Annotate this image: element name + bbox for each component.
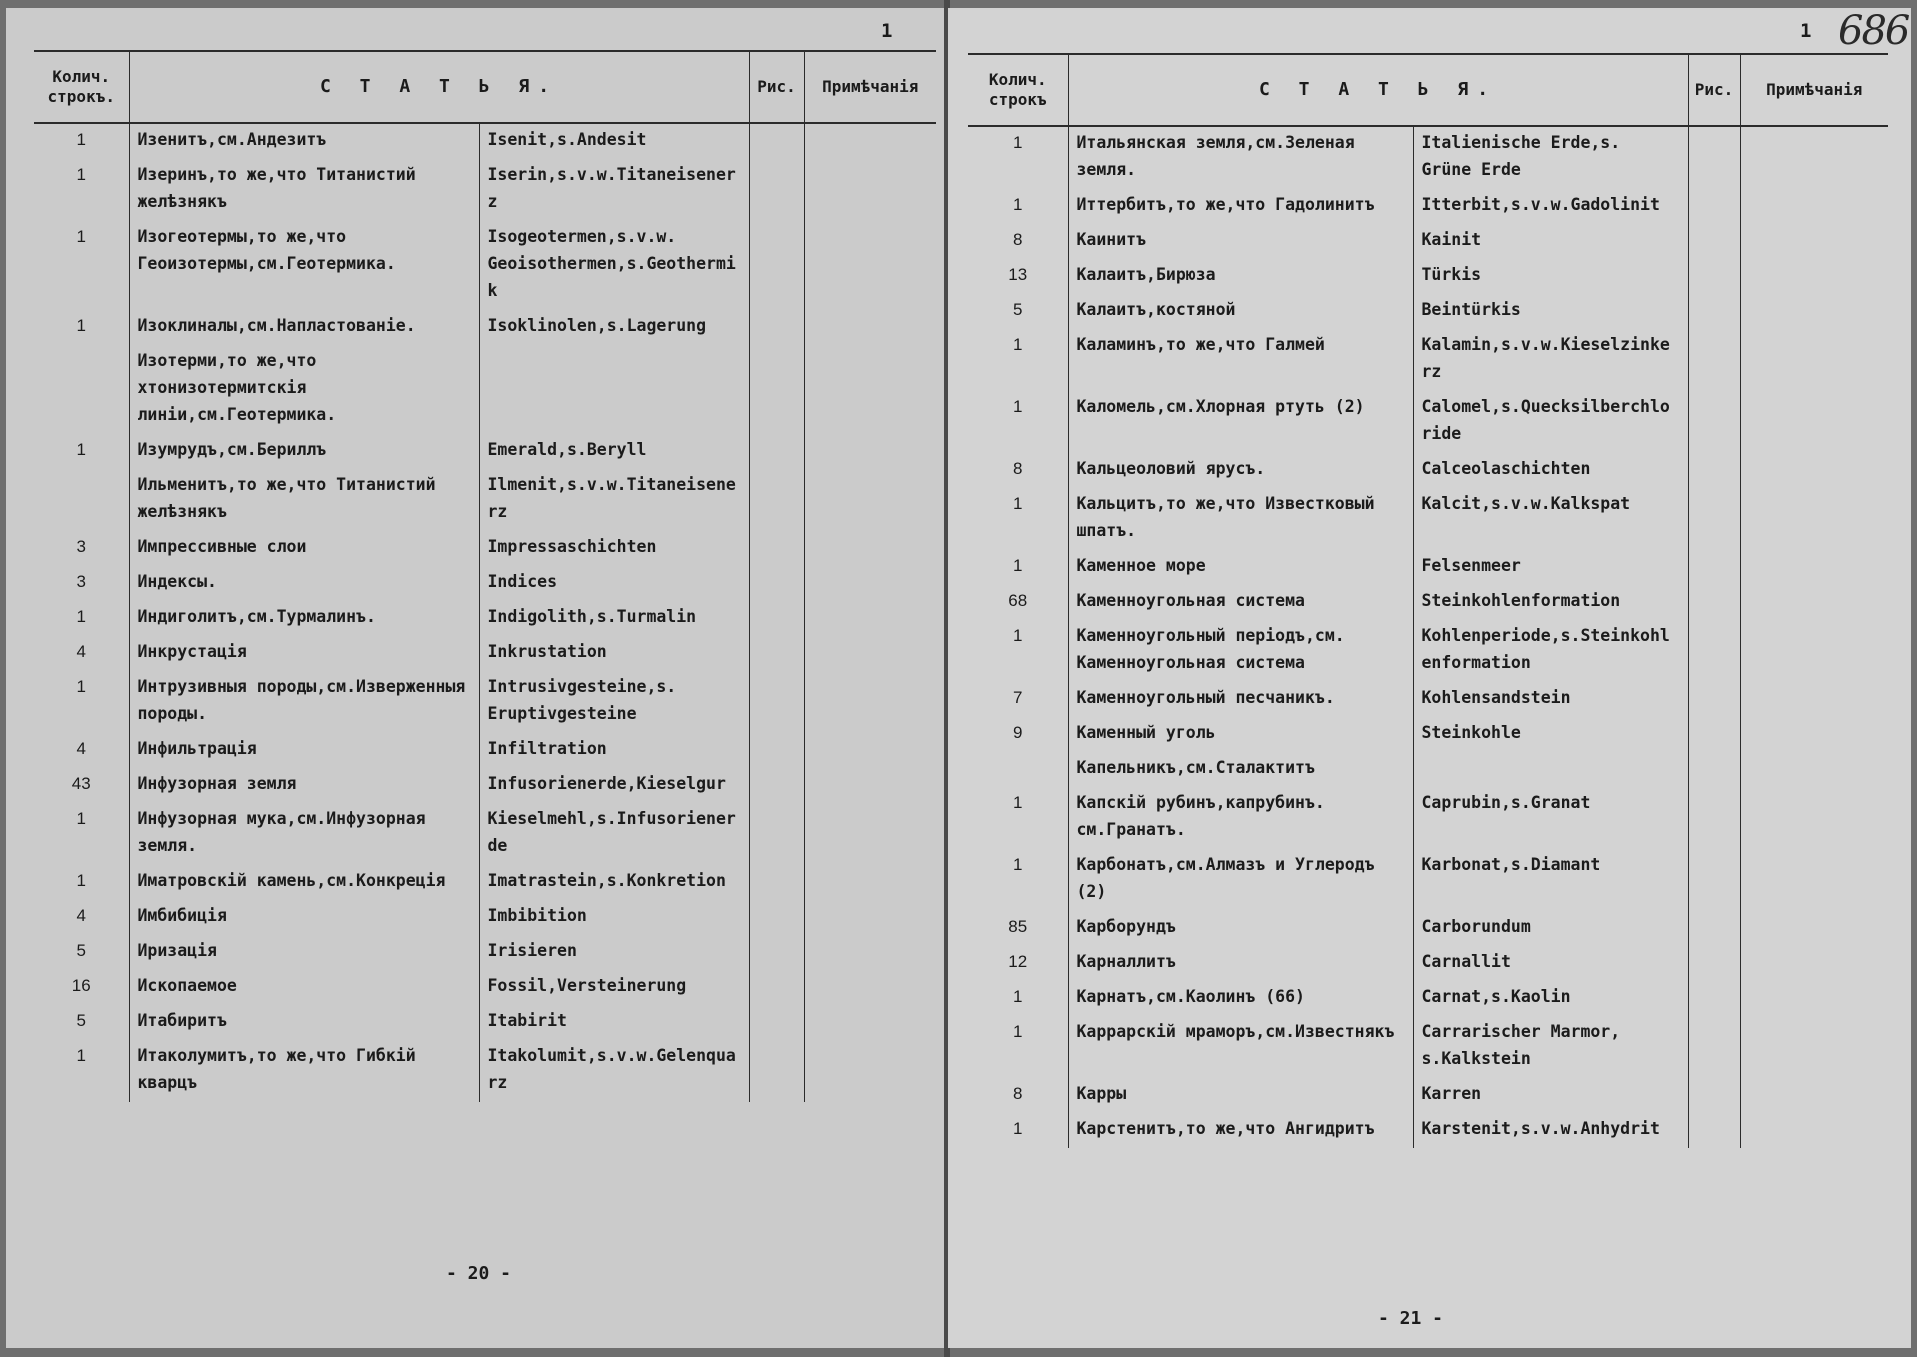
row-count: 1 <box>968 189 1068 224</box>
table-row <box>34 469 936 531</box>
row-figure <box>749 768 804 803</box>
row-figure <box>749 970 804 1005</box>
row-german-term: Carrarischer Marmor, s.Kalkstein <box>1413 1016 1688 1078</box>
row-note <box>1740 1016 1888 1078</box>
row-german-term: Isoklinolen,s.Lagerung <box>479 310 749 345</box>
row-note <box>804 803 936 865</box>
row-german-term: Imbibition <box>479 900 749 935</box>
row-german-term: Italienische Erde,s. Grüne Erde <box>1413 126 1688 189</box>
row-figure <box>749 1005 804 1040</box>
row-count: 1 <box>34 601 129 636</box>
row-german-term: Isogeotermen,s.v.w. Geoisothermen,s.Geothermik <box>479 221 749 310</box>
row-russian-term: Иризація <box>129 935 479 970</box>
row-russian-term: Итабиритъ <box>129 1005 479 1040</box>
row-figure <box>749 566 804 601</box>
row-german-term: Carnallit <box>1413 946 1688 981</box>
table-row <box>968 126 1888 189</box>
row-russian-term: Карстенитъ,то же,что Ангидритъ <box>1068 1113 1413 1148</box>
index-table <box>968 53 1888 1148</box>
table-row <box>968 620 1888 682</box>
row-note <box>1740 488 1888 550</box>
row-count: 13 <box>968 259 1068 294</box>
row-russian-term: Изенитъ,см.Андезитъ <box>129 123 479 159</box>
row-figure <box>1688 717 1740 752</box>
row-russian-term: Изоклиналы,см.Напластованіе. <box>129 310 479 345</box>
row-count: 1 <box>34 221 129 310</box>
row-russian-term: Ископаемое <box>129 970 479 1005</box>
row-figure <box>1688 294 1740 329</box>
row-count: 85 <box>968 911 1068 946</box>
row-german-term: Steinkohle <box>1413 717 1688 752</box>
table-row <box>34 865 936 900</box>
row-german-term: Carnat,s.Kaolin <box>1413 981 1688 1016</box>
table-row <box>34 566 936 601</box>
row-count: 1 <box>34 803 129 865</box>
row-count: 1 <box>968 329 1068 391</box>
table-row <box>34 768 936 803</box>
row-russian-term: Капельникъ,см.Сталактитъ <box>1068 752 1413 787</box>
figure-header: Рис. <box>749 51 804 123</box>
row-german-term: Beintürkis <box>1413 294 1688 329</box>
row-german-term: Itterbit,s.v.w.Gadolinit <box>1413 189 1688 224</box>
row-note <box>1740 550 1888 585</box>
row-german-term: Infiltration <box>479 733 749 768</box>
row-figure <box>749 123 804 159</box>
row-russian-term: Каменный уголь <box>1068 717 1413 752</box>
row-note <box>1740 126 1888 189</box>
row-russian-term: Карборундъ <box>1068 911 1413 946</box>
row-german-term: Itakolumit,s.v.w.Gelenquarz <box>479 1040 749 1102</box>
row-figure <box>1688 550 1740 585</box>
row-count: 1 <box>34 123 129 159</box>
page-footer: - 21 - <box>1378 1308 1444 1329</box>
row-note <box>1740 453 1888 488</box>
row-russian-term: Каламинъ,то же,что Галмей <box>1068 329 1413 391</box>
table-row <box>34 803 936 865</box>
count-header: Колич. строкъ <box>968 54 1068 126</box>
row-count: 5 <box>968 294 1068 329</box>
handwritten-note: 686 <box>1838 8 1909 54</box>
row-count: 1 <box>968 849 1068 911</box>
row-note <box>804 900 936 935</box>
row-figure <box>749 469 804 531</box>
row-figure <box>1688 1113 1740 1148</box>
row-figure <box>749 531 804 566</box>
row-count: 1 <box>34 1040 129 1102</box>
table-row <box>968 682 1888 717</box>
row-note <box>1740 981 1888 1016</box>
table-row <box>34 900 936 935</box>
row-note <box>804 733 936 768</box>
row-figure <box>1688 1016 1740 1078</box>
row-count: 3 <box>34 566 129 601</box>
row-german-term: Steinkohlenformation <box>1413 585 1688 620</box>
row-count: 1 <box>34 159 129 221</box>
row-note <box>1740 620 1888 682</box>
row-count: 1 <box>968 488 1068 550</box>
row-russian-term: Калаитъ,Бирюза <box>1068 259 1413 294</box>
table-header-row <box>34 51 936 123</box>
row-german-term: Inkrustation <box>479 636 749 671</box>
table-row <box>968 294 1888 329</box>
row-russian-term: Индексы. <box>129 566 479 601</box>
row-count: 8 <box>968 453 1068 488</box>
row-count: 4 <box>34 900 129 935</box>
row-note <box>1740 391 1888 453</box>
row-note <box>804 531 936 566</box>
note-header: Примѣчанія <box>804 51 936 123</box>
table-row <box>34 970 936 1005</box>
table-row <box>34 159 936 221</box>
row-count: 1 <box>34 671 129 733</box>
row-note <box>804 469 936 531</box>
row-note <box>804 1040 936 1102</box>
table-row <box>968 981 1888 1016</box>
row-german-term: Kalcit,s.v.w.Kalkspat <box>1413 488 1688 550</box>
row-note <box>1740 259 1888 294</box>
row-figure <box>1688 946 1740 981</box>
row-count: 1 <box>34 865 129 900</box>
table-row <box>34 636 936 671</box>
row-note <box>804 345 936 434</box>
row-german-term <box>1413 752 1688 787</box>
row-count: 1 <box>968 550 1068 585</box>
row-russian-term: Интрузивныя породы,см.Изверженныя породы. <box>129 671 479 733</box>
table-row <box>34 601 936 636</box>
row-russian-term: Каменноугольный песчаникъ. <box>1068 682 1413 717</box>
row-russian-term: Ильменитъ,то же,что Титанистий желѣзнякъ <box>129 469 479 531</box>
row-figure <box>1688 752 1740 787</box>
row-russian-term: Изеринъ,то же,что Титанистий желѣзнякъ <box>129 159 479 221</box>
row-count: 12 <box>968 946 1068 981</box>
row-note <box>804 636 936 671</box>
row-figure <box>749 935 804 970</box>
row-russian-term: Инфильтрація <box>129 733 479 768</box>
row-figure <box>749 671 804 733</box>
row-note <box>804 159 936 221</box>
row-note <box>1740 1078 1888 1113</box>
table-row <box>968 1113 1888 1148</box>
row-note <box>1740 224 1888 259</box>
figure-header: Рис. <box>1688 54 1740 126</box>
row-count <box>34 469 129 531</box>
row-german-term: Calceolaschichten <box>1413 453 1688 488</box>
row-german-term: Ilmenit,s.v.w.Titaneisenerz <box>479 469 749 531</box>
row-russian-term: Итальянская земля,см.Зеленая земля. <box>1068 126 1413 189</box>
row-figure <box>1688 259 1740 294</box>
row-count: 8 <box>968 1078 1068 1113</box>
row-note <box>1740 1113 1888 1148</box>
row-figure <box>749 636 804 671</box>
table-row <box>968 717 1888 752</box>
row-figure <box>749 310 804 345</box>
table-row <box>968 224 1888 259</box>
row-german-term: Impressaschichten <box>479 531 749 566</box>
row-russian-term: Каррарскій мраморъ,см.Известнякъ <box>1068 1016 1413 1078</box>
row-note <box>804 123 936 159</box>
row-figure <box>749 733 804 768</box>
row-figure <box>749 900 804 935</box>
row-german-term: Karren <box>1413 1078 1688 1113</box>
table-row <box>34 935 936 970</box>
table-row <box>968 391 1888 453</box>
row-note <box>1740 682 1888 717</box>
row-count: 1 <box>968 787 1068 849</box>
row-german-term: Imatrastein,s.Konkretion <box>479 865 749 900</box>
page-number: 1 <box>1800 20 1812 42</box>
table-row <box>34 733 936 768</box>
row-russian-term: Кальцитъ,то же,что Известковый шпатъ. <box>1068 488 1413 550</box>
row-note <box>804 601 936 636</box>
row-russian-term: Иматровскій камень,см.Конкреція <box>129 865 479 900</box>
table-row <box>34 345 936 434</box>
row-russian-term: Калаитъ,костяной <box>1068 294 1413 329</box>
row-german-term: Irisieren <box>479 935 749 970</box>
row-german-term: Kieselmehl,s.Infusorienerde <box>479 803 749 865</box>
table-row <box>34 1005 936 1040</box>
row-russian-term: Инфузорная земля <box>129 768 479 803</box>
row-note <box>804 1005 936 1040</box>
row-figure <box>1688 849 1740 911</box>
row-count: 4 <box>34 733 129 768</box>
row-figure <box>749 601 804 636</box>
row-german-term: Kainit <box>1413 224 1688 259</box>
row-note <box>1740 946 1888 981</box>
row-figure <box>1688 329 1740 391</box>
table-body <box>968 126 1888 1148</box>
row-count <box>34 345 129 434</box>
table-row <box>968 752 1888 787</box>
row-german-term: Kohlenperiode,s.Steinkohlenformation <box>1413 620 1688 682</box>
row-count: 1 <box>968 126 1068 189</box>
table-body <box>34 123 936 1102</box>
row-count: 1 <box>968 620 1068 682</box>
row-note <box>1740 189 1888 224</box>
row-count: 1 <box>34 310 129 345</box>
row-note <box>1740 849 1888 911</box>
row-count: 1 <box>968 981 1068 1016</box>
table-row <box>968 585 1888 620</box>
index-table <box>34 50 936 1102</box>
row-note <box>804 566 936 601</box>
row-russian-term: Изумрудъ,см.Бериллъ <box>129 434 479 469</box>
row-russian-term: Инкрустація <box>129 636 479 671</box>
row-count: 43 <box>34 768 129 803</box>
row-german-term: Karbonat,s.Diamant <box>1413 849 1688 911</box>
row-russian-term: Карналлитъ <box>1068 946 1413 981</box>
row-note <box>1740 717 1888 752</box>
row-russian-term: Каломель,см.Хлорная ртуть (2) <box>1068 391 1413 453</box>
row-figure <box>1688 911 1740 946</box>
row-note <box>804 310 936 345</box>
row-figure <box>1688 453 1740 488</box>
right-page <box>948 8 1911 1348</box>
table-row <box>34 221 936 310</box>
row-german-term: Emerald,s.Beryll <box>479 434 749 469</box>
row-german-term: Calomel,s.Quecksilberchloride <box>1413 391 1688 453</box>
row-count: 16 <box>34 970 129 1005</box>
note-header: Примѣчанія <box>1740 54 1888 126</box>
row-note <box>1740 911 1888 946</box>
row-german-term: Iserin,s.v.w.Titaneisenerz <box>479 159 749 221</box>
row-count: 7 <box>968 682 1068 717</box>
row-figure <box>749 345 804 434</box>
row-figure <box>749 803 804 865</box>
row-note <box>804 221 936 310</box>
count-header: Колич. строкъ. <box>34 51 129 123</box>
row-figure <box>1688 1078 1740 1113</box>
row-count: 1 <box>968 1016 1068 1078</box>
row-count: 8 <box>968 224 1068 259</box>
row-russian-term: Инфузорная мука,см.Инфузорная земля. <box>129 803 479 865</box>
row-russian-term: Изогеотермы,то же,что Геоизотермы,см.Геотермика. <box>129 221 479 310</box>
row-russian-term: Карбонатъ,см.Алмазъ и Углеродъ (2) <box>1068 849 1413 911</box>
row-russian-term: Итаколумитъ,то же,что Гибкій кварцъ <box>129 1040 479 1102</box>
row-figure <box>1688 981 1740 1016</box>
row-russian-term: Каменное море <box>1068 550 1413 585</box>
row-figure <box>1688 126 1740 189</box>
row-note <box>804 935 936 970</box>
row-russian-term: Каменноугольный періодъ,см. Каменноугольная система <box>1068 620 1413 682</box>
table-row <box>968 453 1888 488</box>
row-note <box>804 865 936 900</box>
row-german-term: Fossil,Versteinerung <box>479 970 749 1005</box>
row-note <box>1740 329 1888 391</box>
left-page <box>6 8 946 1348</box>
table-row <box>968 488 1888 550</box>
table-row <box>34 1040 936 1102</box>
table-row <box>34 310 936 345</box>
table-row <box>968 259 1888 294</box>
row-german-term: Türkis <box>1413 259 1688 294</box>
row-german-term: Karstenit,s.v.w.Anhydrit <box>1413 1113 1688 1148</box>
page-footer: - 20 - <box>446 1263 512 1284</box>
row-note <box>804 434 936 469</box>
table-row <box>968 189 1888 224</box>
row-german-term: Isenit,s.Andesit <box>479 123 749 159</box>
row-figure <box>1688 488 1740 550</box>
row-note <box>804 768 936 803</box>
row-russian-term: Карры <box>1068 1078 1413 1113</box>
table-header-row <box>968 54 1888 126</box>
row-russian-term: Изотерми,то же,что хтонизотермитскія линіи,см.Геотермика. <box>129 345 479 434</box>
row-russian-term: Иттербитъ,то же,что Гадолинитъ <box>1068 189 1413 224</box>
row-german-term: Felsenmeer <box>1413 550 1688 585</box>
row-count: 5 <box>34 1005 129 1040</box>
row-note <box>1740 752 1888 787</box>
row-figure <box>1688 682 1740 717</box>
row-figure <box>1688 620 1740 682</box>
row-russian-term: Карнатъ,см.Каолинъ (66) <box>1068 981 1413 1016</box>
row-count: 5 <box>34 935 129 970</box>
row-figure <box>749 865 804 900</box>
row-german-term: Itabirit <box>479 1005 749 1040</box>
table-row <box>968 329 1888 391</box>
row-count: 9 <box>968 717 1068 752</box>
table-row <box>34 123 936 159</box>
row-russian-term: Каменноугольная система <box>1068 585 1413 620</box>
row-russian-term: Имбибиція <box>129 900 479 935</box>
row-note <box>804 970 936 1005</box>
row-russian-term: Каинитъ <box>1068 224 1413 259</box>
row-russian-term: Капскій рубинъ,капрубинъ. см.Гранатъ. <box>1068 787 1413 849</box>
row-german-term: Intrusivgesteine,s. Eruptivgesteine <box>479 671 749 733</box>
row-german-term: Carborundum <box>1413 911 1688 946</box>
row-russian-term: Кальцеоловий ярусъ. <box>1068 453 1413 488</box>
row-note <box>1740 585 1888 620</box>
row-figure <box>1688 189 1740 224</box>
row-count: 1 <box>968 391 1068 453</box>
table-row <box>968 849 1888 911</box>
row-note <box>1740 294 1888 329</box>
row-count: 4 <box>34 636 129 671</box>
table-row <box>968 787 1888 849</box>
row-figure <box>749 1040 804 1102</box>
row-note <box>1740 787 1888 849</box>
table-row <box>968 911 1888 946</box>
row-german-term: Kalamin,s.v.w.Kieselzinkerz <box>1413 329 1688 391</box>
row-german-term <box>479 345 749 434</box>
row-figure <box>1688 391 1740 453</box>
page-number: 1 <box>881 20 893 42</box>
row-figure <box>749 159 804 221</box>
row-count: 68 <box>968 585 1068 620</box>
row-german-term: Caprubin,s.Granat <box>1413 787 1688 849</box>
row-german-term: Indices <box>479 566 749 601</box>
row-figure <box>749 434 804 469</box>
table-row <box>34 671 936 733</box>
row-count: 1 <box>34 434 129 469</box>
row-figure <box>1688 585 1740 620</box>
row-russian-term: Индиголитъ,см.Турмалинъ. <box>129 601 479 636</box>
row-figure <box>749 221 804 310</box>
article-header: С Т А Т Ь Я. <box>1068 54 1688 126</box>
row-count: 3 <box>34 531 129 566</box>
table-row <box>34 434 936 469</box>
row-figure <box>1688 224 1740 259</box>
row-german-term: Kohlensandstein <box>1413 682 1688 717</box>
table-row <box>968 946 1888 981</box>
row-german-term: Indigolith,s.Turmalin <box>479 601 749 636</box>
row-count: 1 <box>968 1113 1068 1148</box>
table-row <box>968 550 1888 585</box>
row-russian-term: Импрессивные слои <box>129 531 479 566</box>
row-figure <box>1688 787 1740 849</box>
table-row <box>968 1016 1888 1078</box>
article-header: С Т А Т Ь Я. <box>129 51 749 123</box>
table-row <box>34 531 936 566</box>
row-count <box>968 752 1068 787</box>
row-note <box>804 671 936 733</box>
table-row <box>968 1078 1888 1113</box>
row-german-term: Infusorienerde,Kieselgur <box>479 768 749 803</box>
